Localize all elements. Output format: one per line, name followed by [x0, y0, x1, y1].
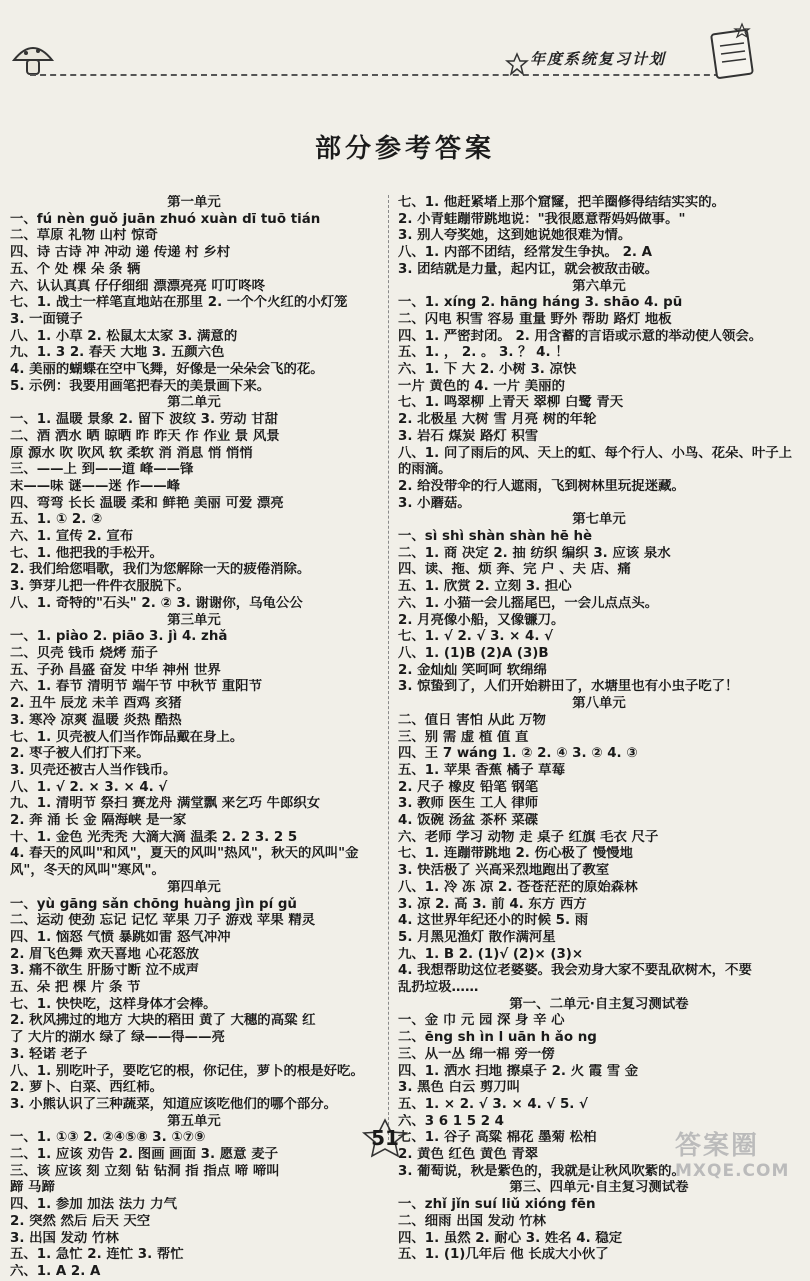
answer-line: 原 源水 吹 吹风 软 柔软 消 消息 悄 悄悄 [10, 445, 253, 461]
section-heading: 第三、四单元·自主复习测试卷 [509, 1180, 689, 1196]
answer-line: 三、——上 到——道 峰——锋 [10, 462, 194, 478]
answer-line: 2. 给没带伞的行人遮雨，飞到树林里玩捉迷藏。 [398, 478, 685, 494]
answer-line: 八、1. 奇特的"石头" 2. ② 3. 谢谢你，乌龟公公 [10, 595, 303, 611]
answer-line: 4. 美丽的蝴蝶在空中飞舞，好像是一朵朵会飞的花。 [10, 362, 324, 378]
answer-line: 2. 萝卜、白菜、西红柿。 [10, 1080, 163, 1096]
answer-line: 3. 黑色 白云 剪刀叫 [398, 1080, 521, 1096]
answer-line: 二、1. 商 决定 2. 抽 纺织 编织 3. 应该 泉水 [398, 545, 671, 561]
answer-line: 2. 奔 涌 长 金 隔海峡 是一家 [10, 813, 187, 829]
answer-line: 五、1. ① 2. ② [10, 512, 103, 528]
answer-line: 五、朵 把 棵 片 条 节 [10, 980, 141, 996]
answer-line: 四、1. 恼怒 气愤 暴跳如雷 怒气冲冲 [10, 929, 231, 945]
answer-line: 3. 出国 发动 竹林 [10, 1230, 119, 1246]
answer-line: 末——味 谜——迷 作——峰 [10, 478, 181, 494]
answer-line: 风"，冬天的风叫"寒风"。 [10, 863, 165, 879]
answer-line: 六、老师 学习 动物 走 桌子 红旗 毛衣 尺子 [398, 829, 659, 845]
answer-line: 八、1. 内部不团结，经常发生争执。 2. A [398, 245, 653, 261]
column-divider [388, 195, 389, 1140]
answer-line: 六、1. 小猫一会儿摇尾巴，一会儿点点头。 [398, 595, 659, 611]
answer-line: 八、1. (1)B (2)A (3)B [398, 645, 549, 661]
answer-line: 二、细雨 出国 发动 竹林 [398, 1213, 546, 1229]
section-heading: 第七单元 [572, 512, 626, 528]
answer-line: 二、草原 礼物 山村 惊奇 [10, 228, 158, 244]
page-header [0, 0, 810, 110]
right-answer-column [398, 195, 800, 1264]
answer-line: 七、1. 他把我的手松开。 [10, 545, 163, 561]
answer-line: 五、1. 急忙 2. 连忙 3. 帮忙 [10, 1247, 184, 1263]
answer-line: 七、1. 谷子 高粱 棉花 墨菊 松柏 [398, 1130, 597, 1146]
answer-line: 四、弯弯 长长 温暖 柔和 鲜艳 美丽 可爱 漂亮 [10, 495, 284, 511]
answer-line: 4. 饭碗 汤盆 茶杯 菜碟 [398, 813, 539, 829]
answer-line: 2. 眉飞色舞 欢天喜地 心花怒放 [10, 946, 200, 962]
page-number-badge [360, 1118, 410, 1158]
answer-line: 八、1. 冷 冻 凉 2. 苍苍茫茫的原始森林 [398, 879, 638, 895]
answer-line: 六、认认真真 仔仔细细 漂漂亮亮 叮叮咚咚 [10, 278, 266, 294]
answer-line: 四、1. 严密封闭。 2. 用含蓄的言语或示意的举动使人领会。 [398, 328, 763, 344]
answer-line: 乱扔垃圾…… [398, 980, 479, 996]
answer-line: 3. 惊蛰到了，人们开始耕田了，水塘里也有小虫子吃了！ [398, 679, 739, 695]
answer-line: 八、1. 别吃叶子，要吃它的根，你记住，萝卜的根是好吃。 [10, 1063, 364, 1079]
watermark-line1: 答案圈 [675, 1131, 760, 1161]
answer-line: 3. 团结就是力量，起内讧，就会被敌击破。 [398, 261, 659, 277]
answer-line: 3. 小熊认识了三种蔬菜，知道应该吃他们的哪个部分。 [10, 1096, 338, 1112]
answer-line: 3. 凉 2. 高 3. 前 4. 东方 西方 [398, 896, 587, 912]
answer-line: 一、1. 温暖 景象 2. 留下 波纹 3. 劳动 甘甜 [10, 412, 278, 428]
watermark [675, 1125, 790, 1181]
answer-line: 3. 贝壳还被古人当作钱币。 [10, 762, 177, 778]
answer-line: 十、1. 金色 光秃秃 大滴大滴 温柔 2. 2 3. 2 5 [10, 829, 298, 845]
answer-line: 3. 痛不欲生 肝肠寸断 泣不成声 [10, 963, 200, 979]
answer-line: 2. 我们给您唱歌，我们为您解除一天的疲倦消除。 [10, 562, 311, 578]
answer-line: 七、1. 他赶紧堵上那个窟窿，把羊圈修得结结实实的。 [398, 195, 726, 210]
answer-line: 七、1. √ 2. √ 3. × 4. √ [398, 629, 554, 645]
answer-line: 2. 枣子被人们打下来。 [10, 746, 150, 762]
page-number: 51 [371, 1126, 399, 1150]
answer-line: 四、读、拖、烦 奔、完 户 、夫 店、痛 [398, 562, 631, 578]
answer-line: 4. 这世界年纪还小的时候 5. 雨 [398, 913, 589, 929]
answer-line: 四、王 7 wáng 1. ② 2. ④ 3. ② 4. ③ [398, 746, 638, 762]
section-heading: 第四单元 [167, 879, 221, 895]
answer-line: 四、1. 洒水 扫地 擦桌子 2. 火 霞 雪 金 [398, 1063, 639, 1079]
answer-line: 2. 丑牛 辰龙 未羊 酉鸡 亥猪 [10, 696, 182, 712]
answer-line: 七、1. 战士一样笔直地站在那里 2. 一个个火红的小灯笼 [10, 295, 348, 311]
answer-line: 三、该 应该 刻 立刻 钻 钻洞 指 指点 啼 啼叫 [10, 1163, 280, 1179]
section-heading: 第二单元 [167, 395, 221, 411]
answer-line: 4. 春天的风叫"和风"，夏天的风叫"热风"，秋天的风叫"金 [10, 846, 359, 862]
answer-line: 五、1. × 2. √ 3. × 4. √ 5. √ [398, 1096, 588, 1112]
answer-line: 五、1. 欣赏 2. 立刻 3. 担心 [398, 579, 572, 595]
answer-line: 2. 突然 然后 后天 天空 [10, 1213, 151, 1229]
answer-line: 2. 秋风拂过的地方 大块的稻田 黄了 大穗的高粱 红 [10, 1013, 316, 1029]
answer-line: 六、3 6 1 5 2 4 [398, 1113, 504, 1129]
answer-line: 二、贝壳 钱币 烧烤 茄子 [10, 645, 158, 661]
section-heading: 第一、二单元·自主复习测试卷 [509, 996, 689, 1012]
answer-line: 二、运动 使劲 忘记 记忆 苹果 刀子 游戏 苹果 精灵 [10, 913, 316, 929]
answer-line: 一、sì shì shàn shàn hē hè [398, 529, 593, 545]
answer-line: 一、1. xíng 2. hāng háng 3. shāo 4. pū [398, 295, 683, 311]
answer-line: 3. 轻诺 老子 [10, 1046, 88, 1062]
page-title: 部分参考答案 [314, 134, 495, 164]
answer-line: 二、值日 害怕 从此 万物 [398, 712, 546, 728]
series-title: 年度系统复习计划 [530, 50, 667, 68]
answer-line: 了 大片的湖水 绿了 绿——得——亮 [10, 1030, 225, 1046]
answer-line: 六、1. 下 大 2. 小树 3. 凉快 [398, 362, 577, 378]
answer-line: 二、1. 应该 劝告 2. 图画 画面 3. 愿意 麦子 [10, 1147, 278, 1163]
section-heading: 第一单元 [167, 195, 221, 210]
answer-line: 五、1. (1)几年后 他 长成大小伙了 [398, 1247, 609, 1263]
answer-line: 一、zhǐ jǐn suí liǔ xióng fēn [398, 1197, 596, 1213]
answer-line: 3. 岩石 煤炭 路灯 积雪 [398, 428, 539, 444]
answer-line: 二、闪电 积雪 容易 重量 野外 帮助 路灯 地板 [398, 311, 672, 327]
answer-line: 2. 黄色 红色 黄色 青翠 [398, 1147, 539, 1163]
header-dashed-line [30, 74, 730, 76]
answer-line: 一、1. ①③ 2. ②④⑤⑧ 3. ①⑦⑨ [10, 1130, 206, 1146]
answer-line: 二、ēng sh ìn l uān h ǎo ng [398, 1030, 597, 1046]
answer-line: 3. 寒冷 凉爽 温暖 炎热 酷热 [10, 712, 182, 728]
answer-line: 3. 葡萄说，秋是紫色的，我就是让秋风吹紫的。 [398, 1163, 685, 1179]
watermark-line2: MXQE.COM [675, 1161, 790, 1181]
answer-line: 一片 黄色的 4. 一片 美丽的 [398, 378, 565, 394]
answer-line: 3. 笋芽儿把一件件衣服脱下。 [10, 579, 190, 595]
answer-line: 三、从一丛 绵一棉 旁一傍 [398, 1046, 555, 1062]
answer-line: 七、1. 连蹦带跳地 2. 伤心极了 慢慢地 [398, 846, 633, 862]
answer-line: 九、1. B 2. (1)√ (2)× (3)× [398, 946, 584, 962]
answer-line: 二、酒 洒水 晒 晾晒 昨 昨天 作 作业 景 风景 [10, 428, 280, 444]
answer-line: 一、金 巾 元 园 深 身 辛 心 [398, 1013, 565, 1029]
answer-line: 2. 尺子 橡皮 铅笔 钢笔 [398, 779, 539, 795]
answer-line: 2. 小青蛙蹦带跳地说："我很愿意帮妈妈做事。" [398, 211, 686, 227]
answer-line: 5. 月黑见渔灯 散作满河星 [398, 929, 556, 945]
answer-line: 的雨滴。 [398, 462, 452, 478]
answer-line: 一、1. piào 2. piāo 3. jì 4. zhǎ [10, 629, 228, 645]
answer-line: 九、1. 3 2. 春天 大地 3. 五颜六色 [10, 345, 225, 361]
answer-line: 5. 示例：我要用画笔把春天的美景画下来。 [10, 378, 271, 394]
answer-line: 3. 别人夸奖她，这到她说她很难为情。 [398, 228, 632, 244]
answer-line: 八、1. 小草 2. 松鼠太太家 3. 满意的 [10, 328, 238, 344]
answer-line: 七、1. 快快吃，这样身体才会棒。 [10, 996, 217, 1012]
answer-line: 2. 金灿灿 笑呵呵 软绵绵 [398, 662, 547, 678]
answer-line: 3. 快活极了 兴高采烈地跑出了教室 [398, 863, 610, 879]
answer-line: 七、1. 贝壳被人们当作饰品戴在身上。 [10, 729, 244, 745]
star-icon [505, 52, 529, 76]
answer-line: 一、yù gāng sǎn chōng huàng jìn pí gǔ [10, 896, 297, 912]
answer-line: 四、1. 参加 加法 法力 力气 [10, 1197, 177, 1213]
answer-line: 四、1. 虽然 2. 耐心 3. 姓名 4. 稳定 [398, 1230, 623, 1246]
answer-line: 六、1. A 2. A [10, 1264, 101, 1279]
answer-line: 3. 小蘑菇。 [398, 495, 471, 511]
answer-line: 五、子孙 昌盛 奋发 中华 神州 世界 [10, 662, 221, 678]
answer-line: 蹄 马蹄 [10, 1180, 55, 1196]
answer-line: 3. 一面镜子 [10, 311, 83, 327]
answer-line: 八、1. √ 2. × 3. × 4. √ [10, 779, 168, 795]
answer-line: 五、个 处 棵 朵 条 辆 [10, 261, 141, 277]
answer-line: 2. 北极星 大树 雪 月亮 树的年轮 [398, 412, 597, 428]
answer-line: 六、1. 宣传 2. 宣布 [10, 529, 134, 545]
answer-line: 3. 教师 医生 工人 律师 [398, 796, 539, 812]
answer-line: 2. 月亮像小船，又像镰刀。 [398, 612, 565, 628]
answer-line: 五、1. ， 2. 。 3. ？ 4. ！ [398, 345, 569, 361]
notebook-icon [708, 22, 758, 82]
answer-line: 四、诗 古诗 冲 冲动 递 传递 村 乡村 [10, 245, 231, 261]
section-heading: 第六单元 [572, 278, 626, 294]
left-answer-column [10, 195, 378, 1281]
section-heading: 第八单元 [572, 696, 626, 712]
answer-line: 八、1. 问了雨后的风、天上的虹、每个行人、小鸟、花朵、叶子上 [398, 445, 793, 461]
answer-line: 七、1. 鸣翠柳 上青天 翠柳 白鹭 青天 [398, 395, 624, 411]
answer-line: 三、别 需 虚 植 值 直 [398, 729, 529, 745]
answer-line: 九、1. 清明节 祭扫 赛龙舟 满堂飘 来乞巧 牛郎织女 [10, 796, 321, 812]
answer-line: 一、fú nèn guǒ juān zhuó xuàn dī tuō tián [10, 211, 321, 227]
section-heading: 第三单元 [167, 612, 221, 628]
answer-line: 4. 我想帮助这位老婆婆。我会劝身大家不要乱砍树木，不要 [398, 963, 752, 979]
section-heading: 第五单元 [167, 1113, 221, 1129]
answer-line: 五、1. 苹果 香蕉 橘子 草莓 [398, 762, 565, 778]
answer-line: 六、1. 春节 清明节 端午节 中秋节 重阳节 [10, 679, 262, 695]
